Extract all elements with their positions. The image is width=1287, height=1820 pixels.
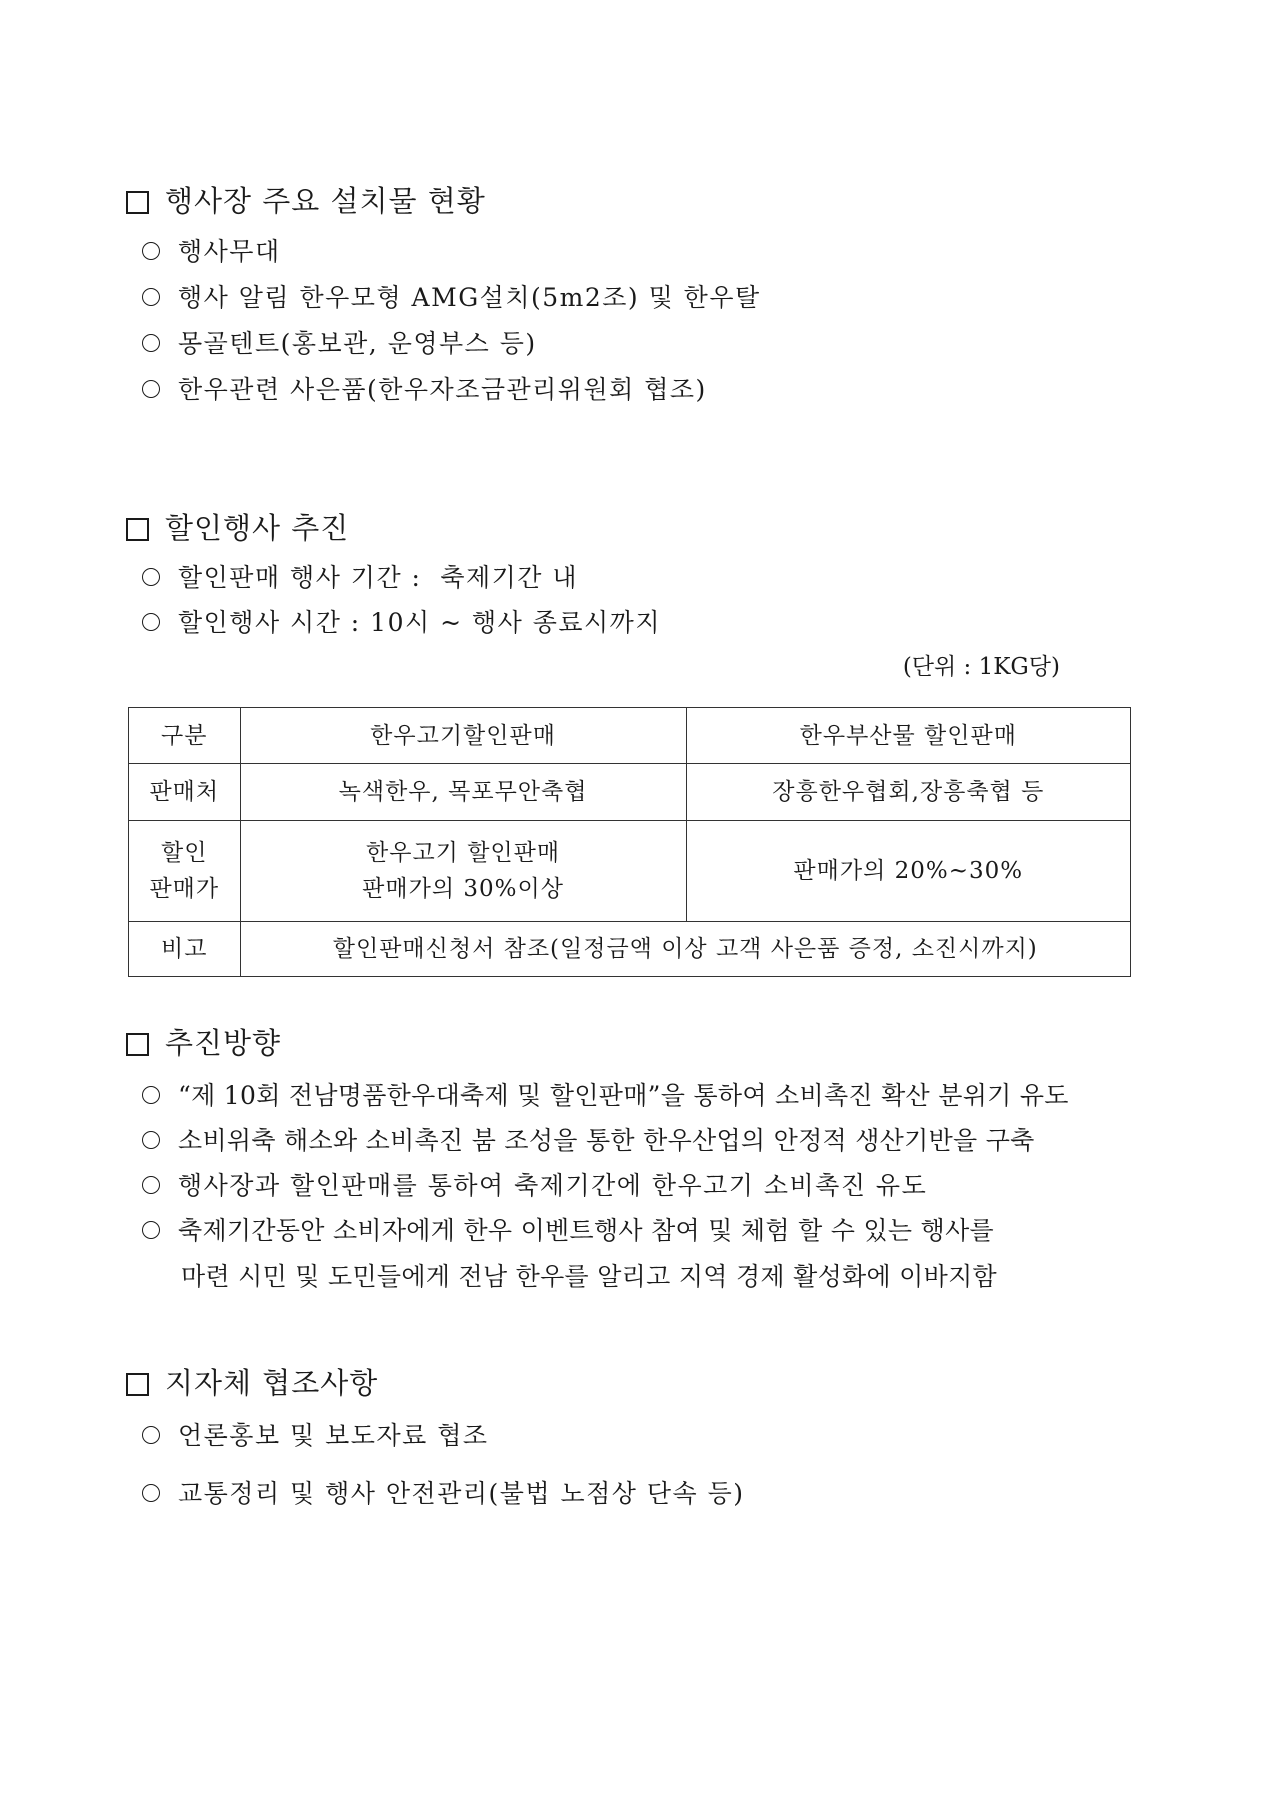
section-title: 추진방향 bbox=[165, 1026, 282, 1060]
table-cell: 장흥한우협회,장흥축협 등 bbox=[686, 764, 1130, 821]
table-row bbox=[129, 821, 1131, 922]
section-heading-cooperation bbox=[126, 1366, 378, 1400]
table-header-cell: 한우고기할인판매 bbox=[240, 708, 686, 764]
circle-bullet-icon bbox=[142, 1086, 160, 1104]
discount-table bbox=[128, 707, 1131, 977]
table-row bbox=[129, 922, 1131, 977]
list-item: “제 10회 전남명품한우대축제 및 할인판매”을 통하여 소비촉진 확산 분위기 유도 bbox=[142, 1081, 1069, 1111]
section-title: 지자체 협조사항 bbox=[165, 1366, 379, 1400]
circle-bullet-icon bbox=[142, 1484, 160, 1502]
list-item: 한우관련 사은품(한우자조금관리위원회 협조) bbox=[142, 375, 707, 405]
circle-bullet-icon bbox=[142, 1426, 160, 1444]
section-heading-discount bbox=[126, 511, 349, 545]
circle-bullet-icon bbox=[142, 613, 160, 631]
table-cell: 녹색한우, 목포무안축협 bbox=[240, 764, 686, 821]
table-row bbox=[129, 764, 1131, 821]
section-title: 할인행사 추진 bbox=[165, 511, 350, 545]
circle-bullet-icon bbox=[142, 380, 160, 398]
unit-label: (단위 : 1KG당) bbox=[902, 654, 1060, 680]
table-header-cell: 한우부산물 할인판매 bbox=[686, 708, 1130, 764]
row-label-cell: 비고 bbox=[129, 922, 241, 977]
table-row bbox=[129, 708, 1131, 764]
checkbox-square-icon bbox=[126, 191, 149, 214]
checkbox-square-icon bbox=[126, 1373, 149, 1396]
circle-bullet-icon bbox=[142, 1176, 160, 1194]
table-cell: 할인판매신청서 참조(일정금액 이상 고객 사은품 증정, 소진시까지) bbox=[240, 922, 1130, 977]
row-label-cell: 할인 판매가 bbox=[129, 821, 241, 922]
list-item: 교통정리 및 행사 안전관리(불법 노점상 단속 등) bbox=[142, 1479, 745, 1509]
circle-bullet-icon bbox=[142, 334, 160, 352]
circle-bullet-icon bbox=[142, 1221, 160, 1239]
section-title: 행사장 주요 설치물 현황 bbox=[165, 184, 486, 218]
list-item: 언론홍보 및 보도자료 협조 bbox=[142, 1421, 489, 1451]
circle-bullet-icon bbox=[142, 288, 160, 306]
checkbox-square-icon bbox=[126, 1033, 149, 1056]
list-item: 행사무대 bbox=[142, 237, 281, 267]
row-label-cell: 판매처 bbox=[129, 764, 241, 821]
table-cell: 판매가의 20%~30% bbox=[686, 821, 1130, 922]
table-header-cell: 구분 bbox=[129, 708, 241, 764]
table-cell: 한우고기 할인판매 판매가의 30%이상 bbox=[240, 821, 686, 922]
section-heading-direction bbox=[126, 1026, 281, 1060]
circle-bullet-icon bbox=[142, 242, 160, 260]
list-item: 축제기간동안 소비자에게 한우 이벤트행사 참여 및 체험 할 수 있는 행사를 bbox=[142, 1216, 994, 1246]
section-heading-facilities bbox=[126, 184, 486, 218]
list-item: 몽골텐트(홍보관, 운영부스 등) bbox=[142, 329, 537, 359]
circle-bullet-icon bbox=[142, 568, 160, 586]
list-item: 할인판매 행사 기간 : 축제기간 내 bbox=[142, 563, 578, 593]
list-item: 할인행사 시간 : 10시 ~ 행사 종료시까지 bbox=[142, 608, 661, 638]
list-item: 행사장과 할인판매를 통하여 축제기간에 한우고기 소비촉진 유도 bbox=[142, 1171, 927, 1201]
list-item: 소비위축 해소와 소비촉진 붐 조성을 통한 한우산업의 안정적 생산기반을 구축 bbox=[142, 1126, 1035, 1156]
checkbox-square-icon bbox=[126, 518, 149, 541]
list-item-continuation: 마련 시민 및 도민들에게 전남 한우를 알리고 지역 경제 활성화에 이바지함 bbox=[181, 1262, 997, 1291]
list-item: 행사 알림 한우모형 AMG설치(5m2조) 및 한우탈 bbox=[142, 283, 761, 313]
circle-bullet-icon bbox=[142, 1131, 160, 1149]
